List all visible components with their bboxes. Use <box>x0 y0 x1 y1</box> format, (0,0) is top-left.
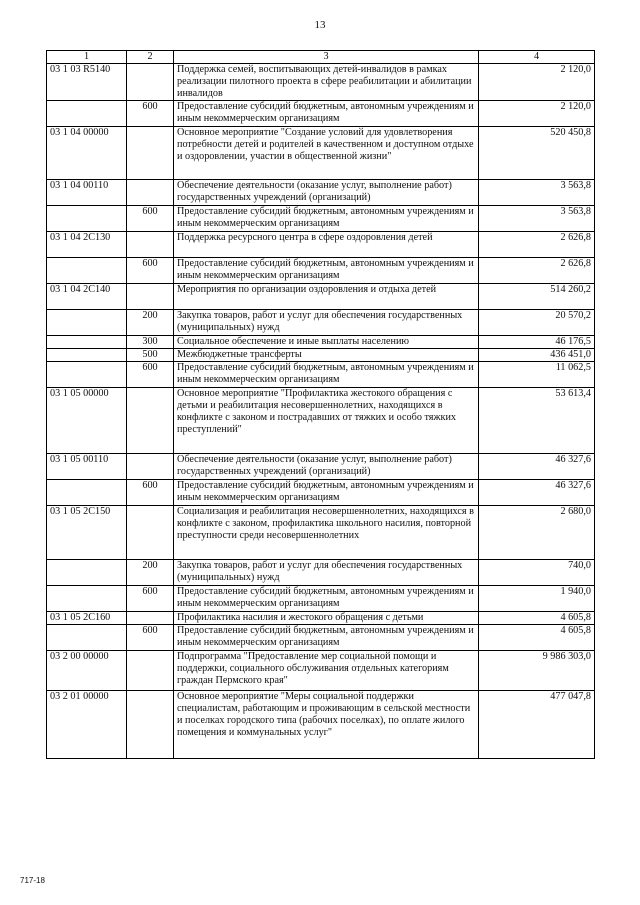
vr-cell: 500 <box>127 349 174 362</box>
description-cell: Предоставление субсидий бюджетным, автономным учреждениям и иным некоммерческим организациям <box>174 362 479 388</box>
vr-cell: 200 <box>127 310 174 336</box>
description-cell: Предоставление субсидий бюджетным, автономным учреждениям и иным некоммерческим организациям <box>174 625 479 651</box>
code-cell: 03 1 04 00000 <box>47 127 127 180</box>
amount-cell: 514 260,2 <box>479 284 595 310</box>
code-cell: 03 1 05 2С160 <box>47 612 127 625</box>
vr-cell <box>127 612 174 625</box>
code-cell: 03 1 04 2С140 <box>47 284 127 310</box>
code-cell: 03 1 05 00110 <box>47 454 127 480</box>
amount-cell: 2 120,0 <box>479 64 595 101</box>
vr-cell <box>127 651 174 691</box>
description-cell: Закупка товаров, работ и услуг для обеспечения государственных (муниципальных) нужд <box>174 310 479 336</box>
description-cell: Закупка товаров, работ и услуг для обеспечения государственных (муниципальных) нужд <box>174 560 479 586</box>
code-cell <box>47 101 127 127</box>
description-cell: Профилактика насилия и жестокого обращения с детьми <box>174 612 479 625</box>
amount-cell: 46 327,6 <box>479 480 595 506</box>
vr-cell <box>127 232 174 258</box>
table-row <box>47 206 595 232</box>
vr-cell: 600 <box>127 480 174 506</box>
amount-cell: 2 120,0 <box>479 101 595 127</box>
vr-cell: 600 <box>127 586 174 612</box>
table-row <box>47 506 595 560</box>
vr-cell: 600 <box>127 625 174 651</box>
table-row <box>47 310 595 336</box>
description-cell: Основное мероприятие "Создание условий для удовлетворения потребности детей и родителей в качественном и доступном отдыхе и оздоровлении, участии в общественной жизни" <box>174 127 479 180</box>
code-cell <box>47 586 127 612</box>
vr-cell: 600 <box>127 206 174 232</box>
vr-cell: 200 <box>127 560 174 586</box>
description-cell: Основное мероприятие "Профилактика жестокого обращения с детьми и реабилитация несовершеннолетних, находящихся в конфликте с законом и пострадавших от тяжких и особо тяжких преступлений" <box>174 388 479 454</box>
column-header-4: 4 <box>479 51 595 64</box>
code-cell: 03 1 04 2С130 <box>47 232 127 258</box>
column-header-2: 2 <box>127 51 174 64</box>
description-cell: Межбюджетные трансферты <box>174 349 479 362</box>
table-row <box>47 691 595 759</box>
table-row <box>47 127 595 180</box>
amount-cell: 46 176,5 <box>479 336 595 349</box>
code-cell <box>47 349 127 362</box>
table-row <box>47 258 595 284</box>
amount-cell: 436 451,0 <box>479 349 595 362</box>
description-cell: Социализация и реабилитация несовершеннолетних, находящихся в конфликте с законом, профилактика школьного насилия, повторной преступности среди несовершеннолетних <box>174 506 479 560</box>
vr-cell <box>127 388 174 454</box>
table-row <box>47 560 595 586</box>
amount-cell: 1 940,0 <box>479 586 595 612</box>
table-row <box>47 651 595 691</box>
vr-cell <box>127 284 174 310</box>
table-row <box>47 101 595 127</box>
amount-cell: 2 626,8 <box>479 258 595 284</box>
description-cell: Предоставление субсидий бюджетным, автономным учреждениям и иным некоммерческим организациям <box>174 206 479 232</box>
description-cell: Обеспечение деятельности (оказание услуг, выполнение работ) государственных учреждений (организаций) <box>174 454 479 480</box>
table-row <box>47 388 595 454</box>
amount-cell: 11 062,5 <box>479 362 595 388</box>
code-cell: 03 1 05 2С150 <box>47 506 127 560</box>
vr-cell: 600 <box>127 258 174 284</box>
code-cell <box>47 310 127 336</box>
code-cell <box>47 560 127 586</box>
code-cell: 03 1 03 R5140 <box>47 64 127 101</box>
description-cell: Мероприятия по организации оздоровления и отдыха детей <box>174 284 479 310</box>
code-cell <box>47 625 127 651</box>
code-cell <box>47 206 127 232</box>
vr-cell <box>127 691 174 759</box>
column-header-1: 1 <box>47 51 127 64</box>
footer-code: 717-18 <box>20 876 45 885</box>
vr-cell <box>127 127 174 180</box>
table-row <box>47 180 595 206</box>
vr-cell: 600 <box>127 101 174 127</box>
table-row <box>47 349 595 362</box>
description-cell: Поддержка семей, воспитывающих детей-инвалидов в рамках реализации пилотного проекта в сфере реабилитации и абилитации инвалидов <box>174 64 479 101</box>
amount-cell: 4 605,8 <box>479 612 595 625</box>
code-cell <box>47 362 127 388</box>
description-cell: Предоставление субсидий бюджетным, автономным учреждениям и иным некоммерческим организациям <box>174 101 479 127</box>
table-row <box>47 586 595 612</box>
code-cell: 03 1 05 00000 <box>47 388 127 454</box>
code-cell <box>47 258 127 284</box>
amount-cell: 46 327,6 <box>479 454 595 480</box>
code-cell: 03 2 00 00000 <box>47 651 127 691</box>
amount-cell: 477 047,8 <box>479 691 595 759</box>
description-cell: Подпрограмма "Предоставление мер социальной помощи и поддержки, социального обслуживания отдельных категориям граждан Пермского края" <box>174 651 479 691</box>
page-number: 13 <box>314 19 326 31</box>
vr-cell <box>127 180 174 206</box>
code-cell <box>47 480 127 506</box>
column-header-3: 3 <box>174 51 479 64</box>
table-row <box>47 362 595 388</box>
amount-cell: 9 986 303,0 <box>479 651 595 691</box>
code-cell: 03 1 04 00110 <box>47 180 127 206</box>
budget-table <box>46 50 595 759</box>
table-row <box>47 64 595 101</box>
table-row <box>47 284 595 310</box>
table-row <box>47 480 595 506</box>
amount-cell: 520 450,8 <box>479 127 595 180</box>
description-cell: Предоставление субсидий бюджетным, автономным учреждениям и иным некоммерческим организациям <box>174 258 479 284</box>
amount-cell: 3 563,8 <box>479 206 595 232</box>
vr-cell <box>127 454 174 480</box>
description-cell: Основное мероприятие "Меры социальной поддержки специалистам, работающим и проживающим в сельской местности и поселках городского типа (рабочих поселках), по оплате жилого помещения и коммунальных услуг" <box>174 691 479 759</box>
description-cell: Поддержка ресурсного центра в сфере оздоровления детей <box>174 232 479 258</box>
code-cell <box>47 336 127 349</box>
amount-cell: 2 626,8 <box>479 232 595 258</box>
table-row <box>47 336 595 349</box>
table-header-row <box>47 51 595 64</box>
vr-cell: 300 <box>127 336 174 349</box>
table-row <box>47 232 595 258</box>
table-row <box>47 612 595 625</box>
description-cell: Предоставление субсидий бюджетным, автономным учреждениям и иным некоммерческим организациям <box>174 480 479 506</box>
table-row <box>47 454 595 480</box>
amount-cell: 20 570,2 <box>479 310 595 336</box>
vr-cell <box>127 64 174 101</box>
description-cell: Социальное обеспечение и иные выплаты населению <box>174 336 479 349</box>
amount-cell: 2 680,0 <box>479 506 595 560</box>
code-cell: 03 2 01 00000 <box>47 691 127 759</box>
vr-cell: 600 <box>127 362 174 388</box>
amount-cell: 740,0 <box>479 560 595 586</box>
table-row <box>47 625 595 651</box>
description-cell: Предоставление субсидий бюджетным, автономным учреждениям и иным некоммерческим организациям <box>174 586 479 612</box>
amount-cell: 4 605,8 <box>479 625 595 651</box>
vr-cell <box>127 506 174 560</box>
description-cell: Обеспечение деятельности (оказание услуг, выполнение работ) государственных учреждений (организаций) <box>174 180 479 206</box>
amount-cell: 53 613,4 <box>479 388 595 454</box>
amount-cell: 3 563,8 <box>479 180 595 206</box>
